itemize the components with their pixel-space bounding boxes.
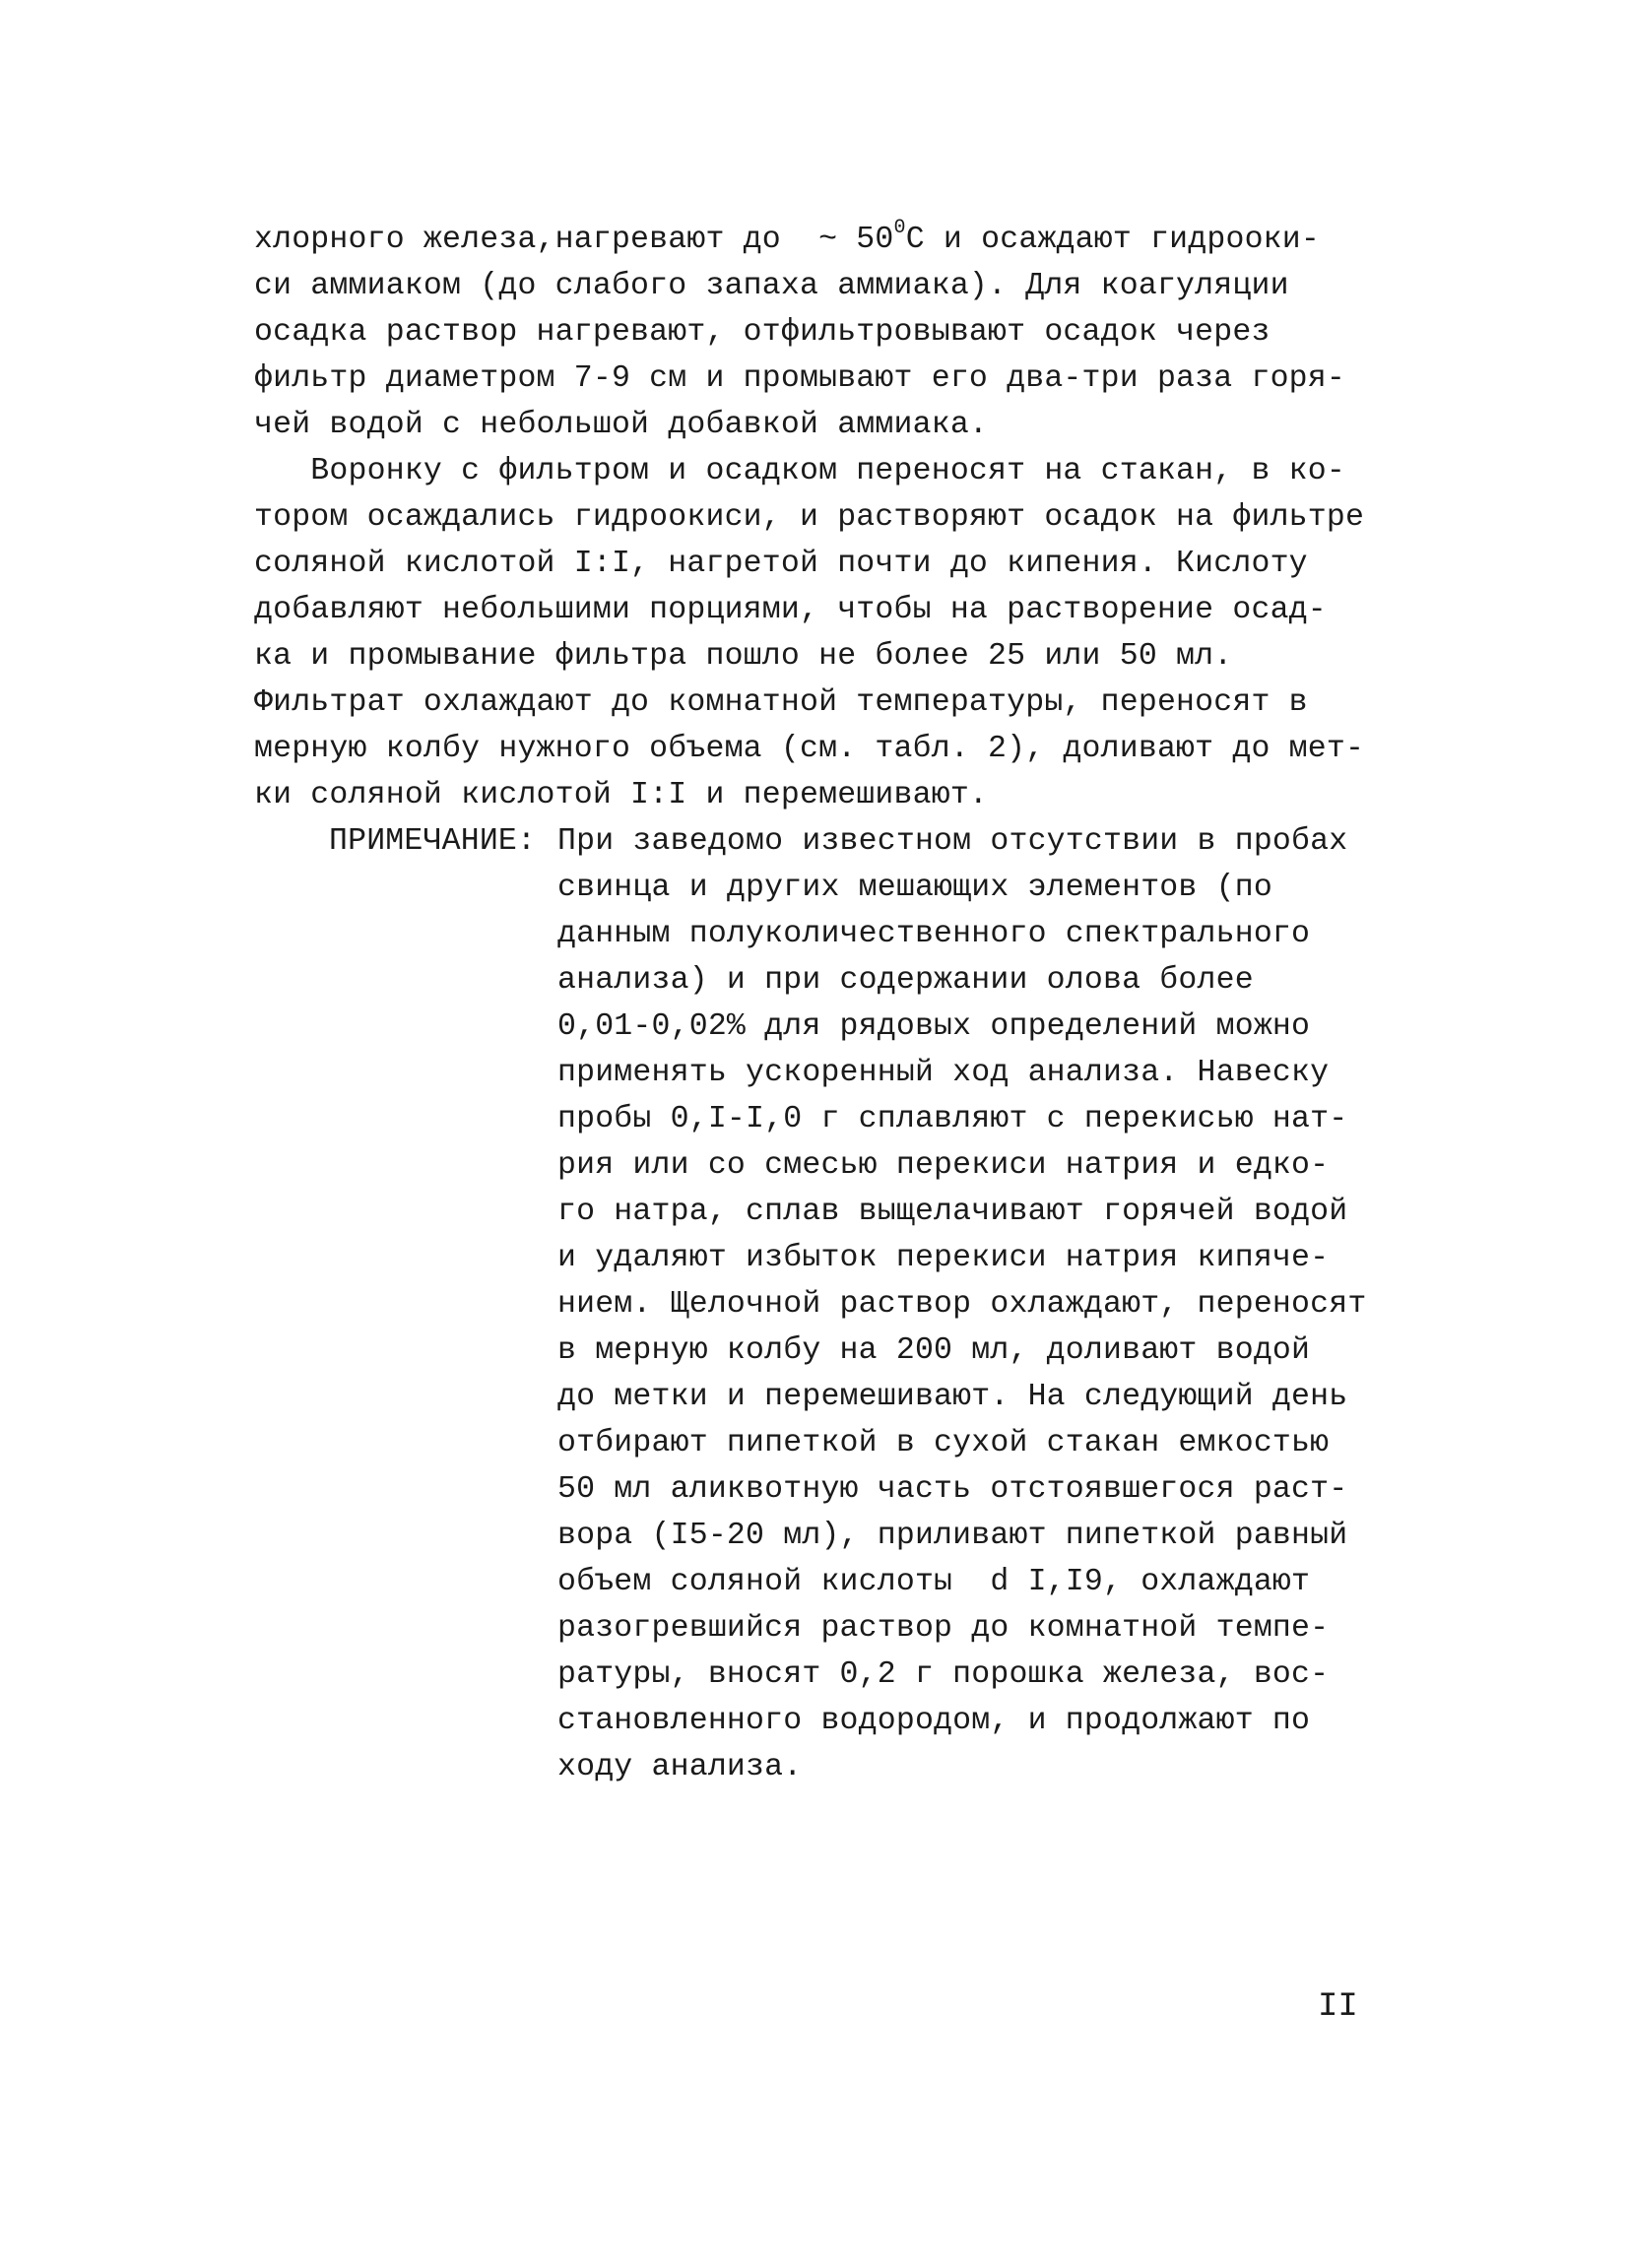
page-number: II	[1318, 1988, 1358, 2026]
note-line-14: отбирают пипеткой в сухой стакан емкостью	[557, 1426, 1330, 1460]
note-line-11: нием. Щелочной раствор охлаждают, переносят	[557, 1287, 1367, 1322]
paragraph-2-line-2: тором осаждались гидроокиси, и растворяют осадок на фильтре	[254, 500, 1365, 535]
paragraph-2-line-3: соляной кислотой I:I, нагретой почти до кипения. Кислоту	[254, 547, 1308, 581]
paragraph-2-line-7: мерную колбу нужного объема (см. табл. 2), доливают до мет-	[254, 732, 1365, 766]
note-line-18: разогревшийся раствор до комнатной темпе-	[557, 1611, 1330, 1646]
note-line-21: ходу анализа.	[557, 1750, 803, 1784]
note-line-16: вора (I5-20 мл), приливают пипеткой равный	[557, 1519, 1348, 1553]
note-line-5: 0,01-0,02% для рядовых определений можно	[557, 1009, 1311, 1044]
note-line-3: данным полуколичественного спектрального	[557, 917, 1311, 951]
note-line-9: го натра, сплав выщелачивают горячей водой	[557, 1195, 1348, 1229]
note-line-17: объем соляной кислоты d I,I9, охлаждают	[557, 1565, 1311, 1599]
paragraph-1-line-5: чей водой с небольшой добавкой аммиака.	[254, 408, 989, 442]
note-line-12: в мерную колбу на 200 мл, доливают водой	[557, 1333, 1311, 1368]
degree-superscript: 0	[893, 217, 906, 239]
paragraph-2-line-6: Фильтрат охлаждают до комнатной температуры, переносят в	[254, 685, 1308, 720]
paragraph-1-line-4: фильтр диаметром 7-9 см и промывают его два-три раза горя-	[254, 361, 1345, 396]
note-line-13: до метки и перемешивают. На следующий день	[557, 1380, 1348, 1414]
note-line-8: рия или со смесью перекиси натрия и едко-	[557, 1148, 1330, 1183]
note-line-1: При заведомо известном отсутствии в пробах	[557, 824, 1348, 859]
paragraph-1-line-1	[254, 217, 1320, 257]
note-line-19: ратуры, вносят 0,2 г порошка железа, вос-	[557, 1657, 1330, 1692]
paragraph-1-line-2: си аммиаком (до слабого запаха аммиака). Для коагуляции	[254, 269, 1289, 303]
paragraph-1-line-1-before: хлорного железа,нагревают до ~ 50	[254, 223, 894, 257]
paragraph-1-line-3: осадка раствор нагревают, отфильтровывают осадок через	[254, 315, 1271, 350]
note-line-6: применять ускоренный ход анализа. Навеску	[557, 1056, 1330, 1090]
note-line-20: становленного водородом, и продолжают по	[557, 1704, 1311, 1738]
note-line-10: и удаляют избыток перекиси натрия кипяче-	[557, 1241, 1330, 1275]
note-line-7: пробы 0,I-I,0 г сплавляют с перекисью нат-	[557, 1102, 1348, 1136]
note-label: ПРИМЕЧАНИЕ:	[329, 824, 537, 859]
paragraph-2-line-8: ки соляной кислотой I:I и перемешивают.	[254, 778, 989, 812]
paragraph-2-line-1: Воронку с фильтром и осадком переносят на стакан, в ко-	[254, 454, 1345, 488]
note-line-15: 50 мл аликвотную часть отстоявшегося раст-	[557, 1472, 1348, 1507]
paragraph-2-line-5: ка и промывание фильтра пошло не более 25 или 50 мл.	[254, 639, 1233, 674]
paragraph-1-line-1-after: С и осаждают гидрооки-	[905, 223, 1320, 257]
paragraph-2-line-4: добавляют небольшими порциями, чтобы на растворение осад-	[254, 593, 1327, 627]
note-line-2: свинца и других мешающих элементов (по	[557, 871, 1272, 905]
note-line-4: анализа) и при содержании олова более	[557, 963, 1254, 998]
